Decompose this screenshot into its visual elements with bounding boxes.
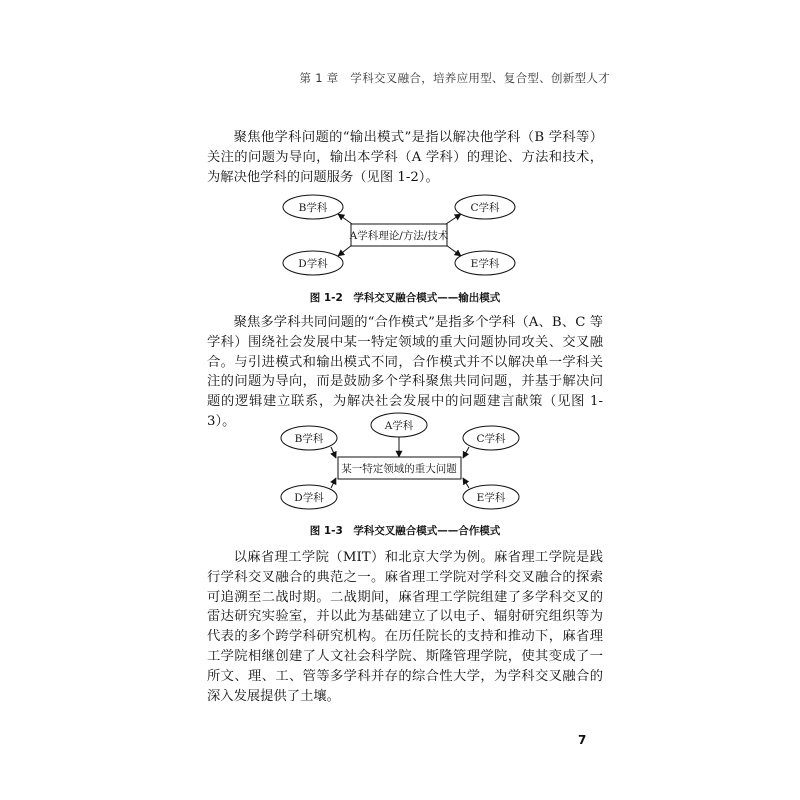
arrow-to-b bbox=[338, 214, 352, 224]
arrow-from-e bbox=[463, 478, 469, 488]
node-e-label: E学科 bbox=[476, 492, 506, 504]
node-a-label: A学科 bbox=[384, 420, 414, 432]
paragraph-output-mode: 聚焦他学科问题的“输出模式”是指以解决他学科（B 学科等）关注的问题为导向，输出本学科（A 学科）的理论、方法和技术，为解决他学科的问题服务（见图 1-2）。 bbox=[207, 130, 603, 185]
paragraph-mit-example: 以麻省理工学院（MIT）和北京大学为例。麻省理工学院是践行学科交叉融合的典范之一。麻省理工学院对学科交叉融合的探索可追溯至二战时期。二战期间，麻省理工学院组建了多学科交叉的雷达研究实验室，并以此为基础建立了以电子、辐射研究组织等为代表的多个跨学科研究机构。在历任院长的支持和推动下，麻省理工学院相继创建了人文社会科学院、斯隆管理学院，使其变成了一所文、理、工、管等多学科并存的综合性大学，为学科交叉融合的深入发展提供了土壤。 bbox=[207, 550, 603, 704]
figure-caption: 图 1-2 学科交叉融合模式——输出模式 bbox=[309, 292, 501, 304]
figure-caption: 图 1-3 学科交叉融合模式——合作模式 bbox=[309, 525, 501, 537]
arrow-to-d bbox=[338, 245, 352, 256]
node-d-label: D学科 bbox=[298, 258, 328, 270]
node-e-label: E学科 bbox=[470, 258, 500, 270]
arrow-to-e bbox=[446, 245, 461, 256]
paragraph-cooperation-mode: 聚焦多学科共同问题的“合作模式”是指多个学科（A、B、C 等学科）围绕社会发展中某一特定领域的重大问题协同攻关、交叉融合。与引进模式和输出模式不同，合作模式并不以解决单一学科关注的问题为导向，而是鼓励多个学科聚焦共同问题，并基于解决问题的逻辑建立联系，为解决社会发展中的问题建言献策（见图 1-3）。 bbox=[207, 315, 603, 429]
problem-box-label: 某一特定领域的重大问题 bbox=[341, 463, 457, 475]
node-c-label: C学科 bbox=[476, 433, 506, 445]
arrow-to-c bbox=[446, 214, 461, 224]
arrow-from-b bbox=[331, 447, 336, 458]
arrow-from-d bbox=[331, 478, 336, 488]
node-b-label: B学科 bbox=[298, 202, 328, 214]
running-header: 第 1 章 学科交叉融合，培养应用型、复合型、创新型人才 bbox=[299, 71, 610, 85]
node-d-label: D学科 bbox=[294, 492, 324, 504]
page-number: 7 bbox=[578, 733, 587, 747]
node-b-label: B学科 bbox=[294, 433, 324, 445]
center-box-label: A学科理论/方法/技术 bbox=[349, 230, 449, 242]
arrow-from-c bbox=[463, 447, 469, 458]
node-c-label: C学科 bbox=[470, 202, 500, 214]
